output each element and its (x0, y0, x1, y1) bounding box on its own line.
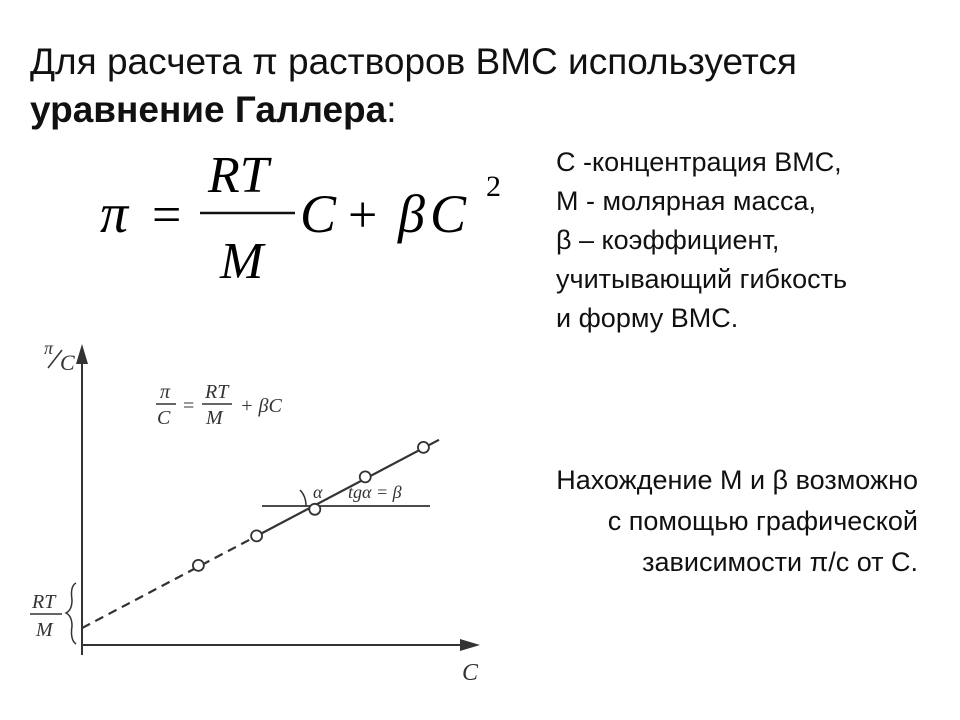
y-label-num: π (44, 338, 54, 358)
fit-line-solid (257, 440, 439, 536)
angle-label: α (313, 482, 323, 502)
legend-line-beta: β – коэффициент, (556, 225, 780, 255)
data-series (82, 440, 439, 628)
formula-exponent: 2 (486, 170, 501, 203)
formula-beta: β (398, 184, 425, 244)
note-line-2: с помощью графической (607, 506, 918, 536)
intercept-brace (66, 583, 76, 644)
formula-c2: C (430, 184, 467, 244)
intercept-den: M (36, 619, 53, 641)
title-line-1: Для расчета π растворов ВМС используется (30, 41, 797, 82)
eq-rhs-den: M (206, 407, 223, 429)
title-colon: : (386, 89, 397, 130)
legend-line-shape: и форму ВМС. (556, 303, 739, 333)
y-axis-arrow (76, 344, 88, 364)
legend-line-m: М - молярная масса, (556, 186, 817, 216)
formula-c1: C (300, 184, 337, 244)
formula-denominator: M (220, 233, 264, 290)
title-bold-term: уравнение Галлера (30, 89, 387, 130)
intercept-num: RT (32, 591, 56, 613)
data-point-5 (418, 442, 429, 453)
method-note (470, 460, 918, 583)
x-axis-arrow (460, 639, 480, 651)
legend-line-flex: учитывающий гибкость (556, 264, 848, 294)
eq-lhs-num: π (160, 381, 171, 403)
variable-legend (556, 143, 946, 338)
note-line-1: Нахождение М и β возможно (556, 465, 918, 495)
y-label-den: C (60, 350, 75, 375)
note-line-3: зависимости π/с от С. (642, 547, 918, 577)
formula-equals: = (152, 187, 182, 244)
pi-over-c-plot (0, 320, 500, 700)
extrapolated-line-dashed (82, 536, 257, 628)
eq-rhs-num: RT (205, 381, 229, 403)
angle-arc (300, 490, 306, 506)
x-axis-label: C (462, 660, 479, 686)
data-point-3 (309, 504, 320, 515)
slide-title (30, 38, 930, 134)
formula-plus: + (348, 187, 378, 244)
data-point-1 (193, 560, 204, 571)
formula-pi: π (100, 183, 129, 245)
data-point-2 (251, 530, 262, 541)
eq-rhs-tail: + βC (240, 395, 282, 417)
legend-line-c: С -концентрация ВМС, (556, 147, 842, 177)
title-line-2 (30, 86, 930, 134)
formula-numerator: RT (208, 150, 269, 204)
eq-equals: = (183, 395, 195, 417)
slope-label: tgα = β (348, 482, 402, 502)
haller-equation (100, 150, 520, 300)
data-point-4 (360, 471, 371, 482)
eq-lhs-den: C (157, 407, 171, 429)
